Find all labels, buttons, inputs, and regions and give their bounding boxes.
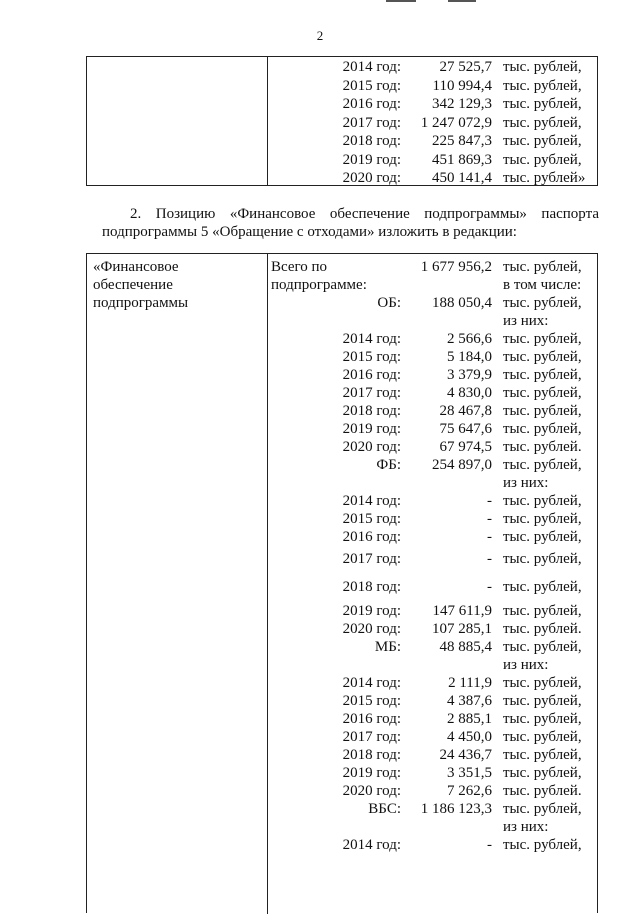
row-amount: 1 186 123,3 <box>420 801 492 817</box>
amount-row <box>87 132 599 150</box>
funding-table <box>86 253 598 913</box>
row-label: 2014 год: <box>342 59 401 75</box>
row-amount: 4 830,0 <box>447 385 492 401</box>
row-amount: 5 184,0 <box>447 349 492 365</box>
row-unit: тыс. рублей» <box>503 170 586 186</box>
total-sub: в том числе: <box>503 277 582 293</box>
row-unit: тыс. рублей, <box>503 551 582 567</box>
row-amount: - <box>487 511 492 527</box>
row-label: 2019 год: <box>342 603 401 619</box>
amount-row <box>87 77 599 95</box>
row-unit: тыс. рублей, <box>503 367 582 383</box>
row-unit: тыс. рублей, <box>503 96 582 112</box>
amount-row <box>87 402 599 420</box>
row-amount: 1 247 072,9 <box>420 114 492 131</box>
amount-row <box>87 510 599 528</box>
row-unit: тыс. рублей, <box>503 114 582 131</box>
row-amount: 7 262,6 <box>447 783 492 799</box>
row-amount: 451 869,3 <box>432 151 492 168</box>
row-label: 2017 год: <box>342 729 401 745</box>
amount-row <box>87 692 599 710</box>
amount-row <box>87 620 599 638</box>
instruction-paragraph: 2. Позицию «Финансовое обеспечение подпрограммы» паспорта подпрограммы 5 «Обращение с отходами» изложить в редакции: <box>102 206 599 240</box>
amount-row <box>87 764 599 782</box>
left-cell-line: подпрограммы <box>93 295 189 311</box>
row-label: 2016 год: <box>342 96 401 112</box>
amount-row <box>87 728 599 746</box>
row-unit: тыс. рублей, <box>503 765 582 781</box>
left-cell-line: «Финансовое <box>93 259 179 275</box>
row-amount: 107 285,1 <box>432 621 492 637</box>
row-unit: тыс. рублей, <box>503 493 582 509</box>
row-amount: 27 525,7 <box>439 59 492 75</box>
row-amount: - <box>487 529 492 545</box>
row-amount: 254 897,0 <box>432 457 492 473</box>
row-amount: 67 974,5 <box>439 439 492 455</box>
total-label-line: Всего по <box>271 259 328 275</box>
amount-row <box>87 602 599 620</box>
row-amount: 2 885,1 <box>447 711 492 727</box>
row-label: 2018 год: <box>342 403 401 419</box>
amount-row <box>87 348 599 366</box>
total-amount: 1 677 956,2 <box>420 259 492 275</box>
amount-row <box>87 492 599 510</box>
row-unit: тыс. рублей, <box>503 457 582 473</box>
amount-row <box>87 550 599 568</box>
amount-row <box>87 151 599 169</box>
row-label: ФБ: <box>376 457 401 473</box>
row-amount: 3 379,9 <box>447 367 492 383</box>
row-unit: тыс. рублей, <box>503 711 582 727</box>
row-label: 2015 год: <box>342 511 401 527</box>
row-unit: тыс. рублей, <box>503 77 582 94</box>
row-unit: тыс. рублей, <box>503 639 582 655</box>
row-amount: - <box>487 837 492 853</box>
amount-row <box>87 782 599 800</box>
amount-row <box>87 528 599 546</box>
row-unit: тыс. рублей, <box>503 511 582 527</box>
row-unit: тыс. рублей, <box>503 579 582 595</box>
row-sub: из них: <box>503 819 549 835</box>
row-label: 2016 год: <box>342 529 401 545</box>
row-unit: тыс. рублей, <box>503 729 582 745</box>
row-amount: 4 450,0 <box>447 729 492 745</box>
row-unit: тыс. рублей, <box>503 747 582 763</box>
row-unit: тыс. рублей, <box>503 331 582 347</box>
row-sub: из них: <box>503 475 549 491</box>
amount-row <box>87 294 599 329</box>
amount-row <box>87 58 599 76</box>
amount-row <box>87 438 599 456</box>
row-amount: - <box>487 493 492 509</box>
page-number: 2 <box>316 28 324 43</box>
row-label: ОБ: <box>377 295 401 311</box>
row-label: 2015 год: <box>342 693 401 709</box>
row-label: 2019 год: <box>342 421 401 437</box>
row-amount: 188 050,4 <box>432 295 492 311</box>
amount-row <box>87 578 599 596</box>
row-amount: 75 647,6 <box>439 421 492 437</box>
amount-row <box>87 638 599 673</box>
amount-row <box>87 836 599 854</box>
row-label: 2020 год: <box>342 621 401 637</box>
row-label: 2014 год: <box>342 675 401 691</box>
row-unit: тыс. рублей, <box>503 529 582 545</box>
row-label: МБ: <box>374 639 401 655</box>
row-unit: тыс. рублей, <box>503 349 582 365</box>
row-unit: тыс. рублей, <box>503 133 582 149</box>
amount-row <box>87 674 599 692</box>
row-unit: тыс. рублей, <box>503 675 582 691</box>
row-amount: 28 467,8 <box>439 403 492 419</box>
continuation-table <box>86 56 598 186</box>
row-amount: 225 847,3 <box>432 133 492 149</box>
row-label: 2020 год: <box>342 439 401 455</box>
row-amount: 24 436,7 <box>439 747 492 763</box>
amount-row <box>87 384 599 402</box>
row-amount: 48 885,4 <box>439 639 492 655</box>
row-label: 2015 год: <box>342 77 401 94</box>
row-unit: тыс. рублей, <box>503 151 582 168</box>
row-unit: тыс. рублей, <box>503 693 582 709</box>
row-sub: из них: <box>503 657 549 673</box>
row-label: 2020 год: <box>342 170 401 186</box>
row-unit: тыс. рублей, <box>503 385 582 401</box>
row-amount: 2 111,9 <box>448 675 492 691</box>
amount-row <box>87 800 599 835</box>
row-unit: тыс. рублей, <box>503 403 582 419</box>
row-unit: тыс. рублей, <box>503 801 582 817</box>
row-label: 2017 год: <box>342 551 401 567</box>
amount-row <box>87 169 599 187</box>
row-label: 2014 год: <box>342 837 401 853</box>
row-unit: тыс. рублей. <box>503 783 582 799</box>
row-label: 2018 год: <box>342 747 401 763</box>
row-label: 2016 год: <box>342 711 401 727</box>
row-unit: тыс. рублей, <box>503 421 582 437</box>
amount-row <box>87 710 599 728</box>
row-label: 2014 год: <box>342 493 401 509</box>
row-unit: тыс. рублей, <box>503 837 582 853</box>
total-unit: тыс. рублей, <box>503 259 582 275</box>
row-label: 2019 год: <box>342 151 401 168</box>
row-label: 2014 год: <box>342 331 401 347</box>
row-amount: 110 994,4 <box>432 77 492 94</box>
row-label: 2019 год: <box>342 765 401 781</box>
row-amount: - <box>487 551 492 567</box>
row-label: 2015 год: <box>342 349 401 365</box>
row-unit: тыс. рублей. <box>503 621 582 637</box>
row-label: ВБС: <box>368 801 401 817</box>
amount-row <box>87 366 599 384</box>
row-amount: 4 387,6 <box>447 693 492 709</box>
row-label: 2018 год: <box>342 579 401 595</box>
left-cell-line: обеспечение <box>93 277 173 293</box>
row-label: 2016 год: <box>342 367 401 383</box>
amount-row <box>87 746 599 764</box>
top-rule-left <box>386 0 416 2</box>
row-label: 2020 год: <box>342 783 401 799</box>
amount-row <box>87 330 599 348</box>
total-label-line: подпрограмме: <box>271 277 367 293</box>
row-sub: из них: <box>503 313 549 329</box>
amount-row <box>87 420 599 438</box>
row-label: 2018 год: <box>342 133 401 149</box>
row-amount: 147 611,9 <box>432 603 492 619</box>
top-rule-right <box>448 0 476 2</box>
amount-row <box>87 456 599 491</box>
row-amount: 3 351,5 <box>447 765 492 781</box>
amount-row <box>87 95 599 113</box>
row-unit: тыс. рублей, <box>503 295 582 311</box>
amount-row <box>87 114 599 132</box>
row-label: 2017 год: <box>342 114 401 131</box>
row-amount: 342 129,3 <box>432 96 492 112</box>
row-amount: - <box>487 579 492 595</box>
row-amount: 2 566,6 <box>447 331 492 347</box>
row-unit: тыс. рублей, <box>503 59 582 75</box>
row-label: 2017 год: <box>342 385 401 401</box>
row-unit: тыс. рублей, <box>503 603 582 619</box>
row-amount: 450 141,4 <box>432 170 492 186</box>
row-unit: тыс. рублей. <box>503 439 582 455</box>
